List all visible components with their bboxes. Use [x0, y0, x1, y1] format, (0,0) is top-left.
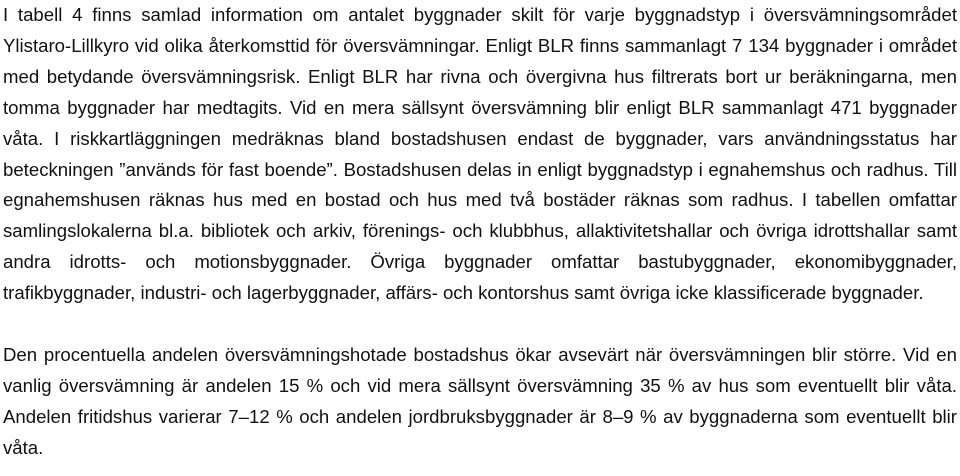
- paragraph-flood-percentages: Den procentuella andelen översvämningshotade bostadshus ökar avsevärt när översvämningen blir större. Vid en vanlig översvämning är andelen 15 % och vid mera sällsynt översvämning 35 % av hus som eventuellt blir våta. Andelen fritidshus varierar 7–12 % och andelen jordbruksbyggnader är 8–9 % av byggnaderna som eventuellt blir våta.: [3, 344, 957, 458]
- document-page: [3, 0, 957, 464]
- paragraph-building-statistics: I tabell 4 finns samlad information om antalet byggnader skilt för varje byggnadstyp i översvämningsområdet Ylistaro-Lillkyro vid olika återkomsttid för översvämningar. Enligt BLR finns sammanlagt 7 134 byggnader i området med betydande översvämningsrisk. Enligt BLR har rivna och övergivna hus filtrerats bort ur beräkningarna, men tomma byggnader har medtagits. Vid en mera sällsynt översvämning blir enligt BLR sammanlagt 471 byggnader våta. I riskkartläggningen medräknas bland bostadshusen endast de byggnader, vars användningsstatus har beteckningen ”används för fast boende”. Bostadshusen delas in enligt byggnadstyp i egnahemshus och radhus. Till egnahemshusen räknas hus med en bostad och hus med två bostäder räknas som radhus. I tabellen omfattar samlingslokalerna bl.a. bibliotek och arkiv, förenings- och klubbhus, allaktivitetshallar och övriga idrottshallar samt andra idrotts- och motionsbyggnader. Övriga byggnader omfattar bastubyggnader, ekonomibyggnader, trafikbyggnader, industri- och lagerbyggnader, affärs- och kontorshus samt övriga icke klassificerade byggnader.: [3, 4, 957, 304]
